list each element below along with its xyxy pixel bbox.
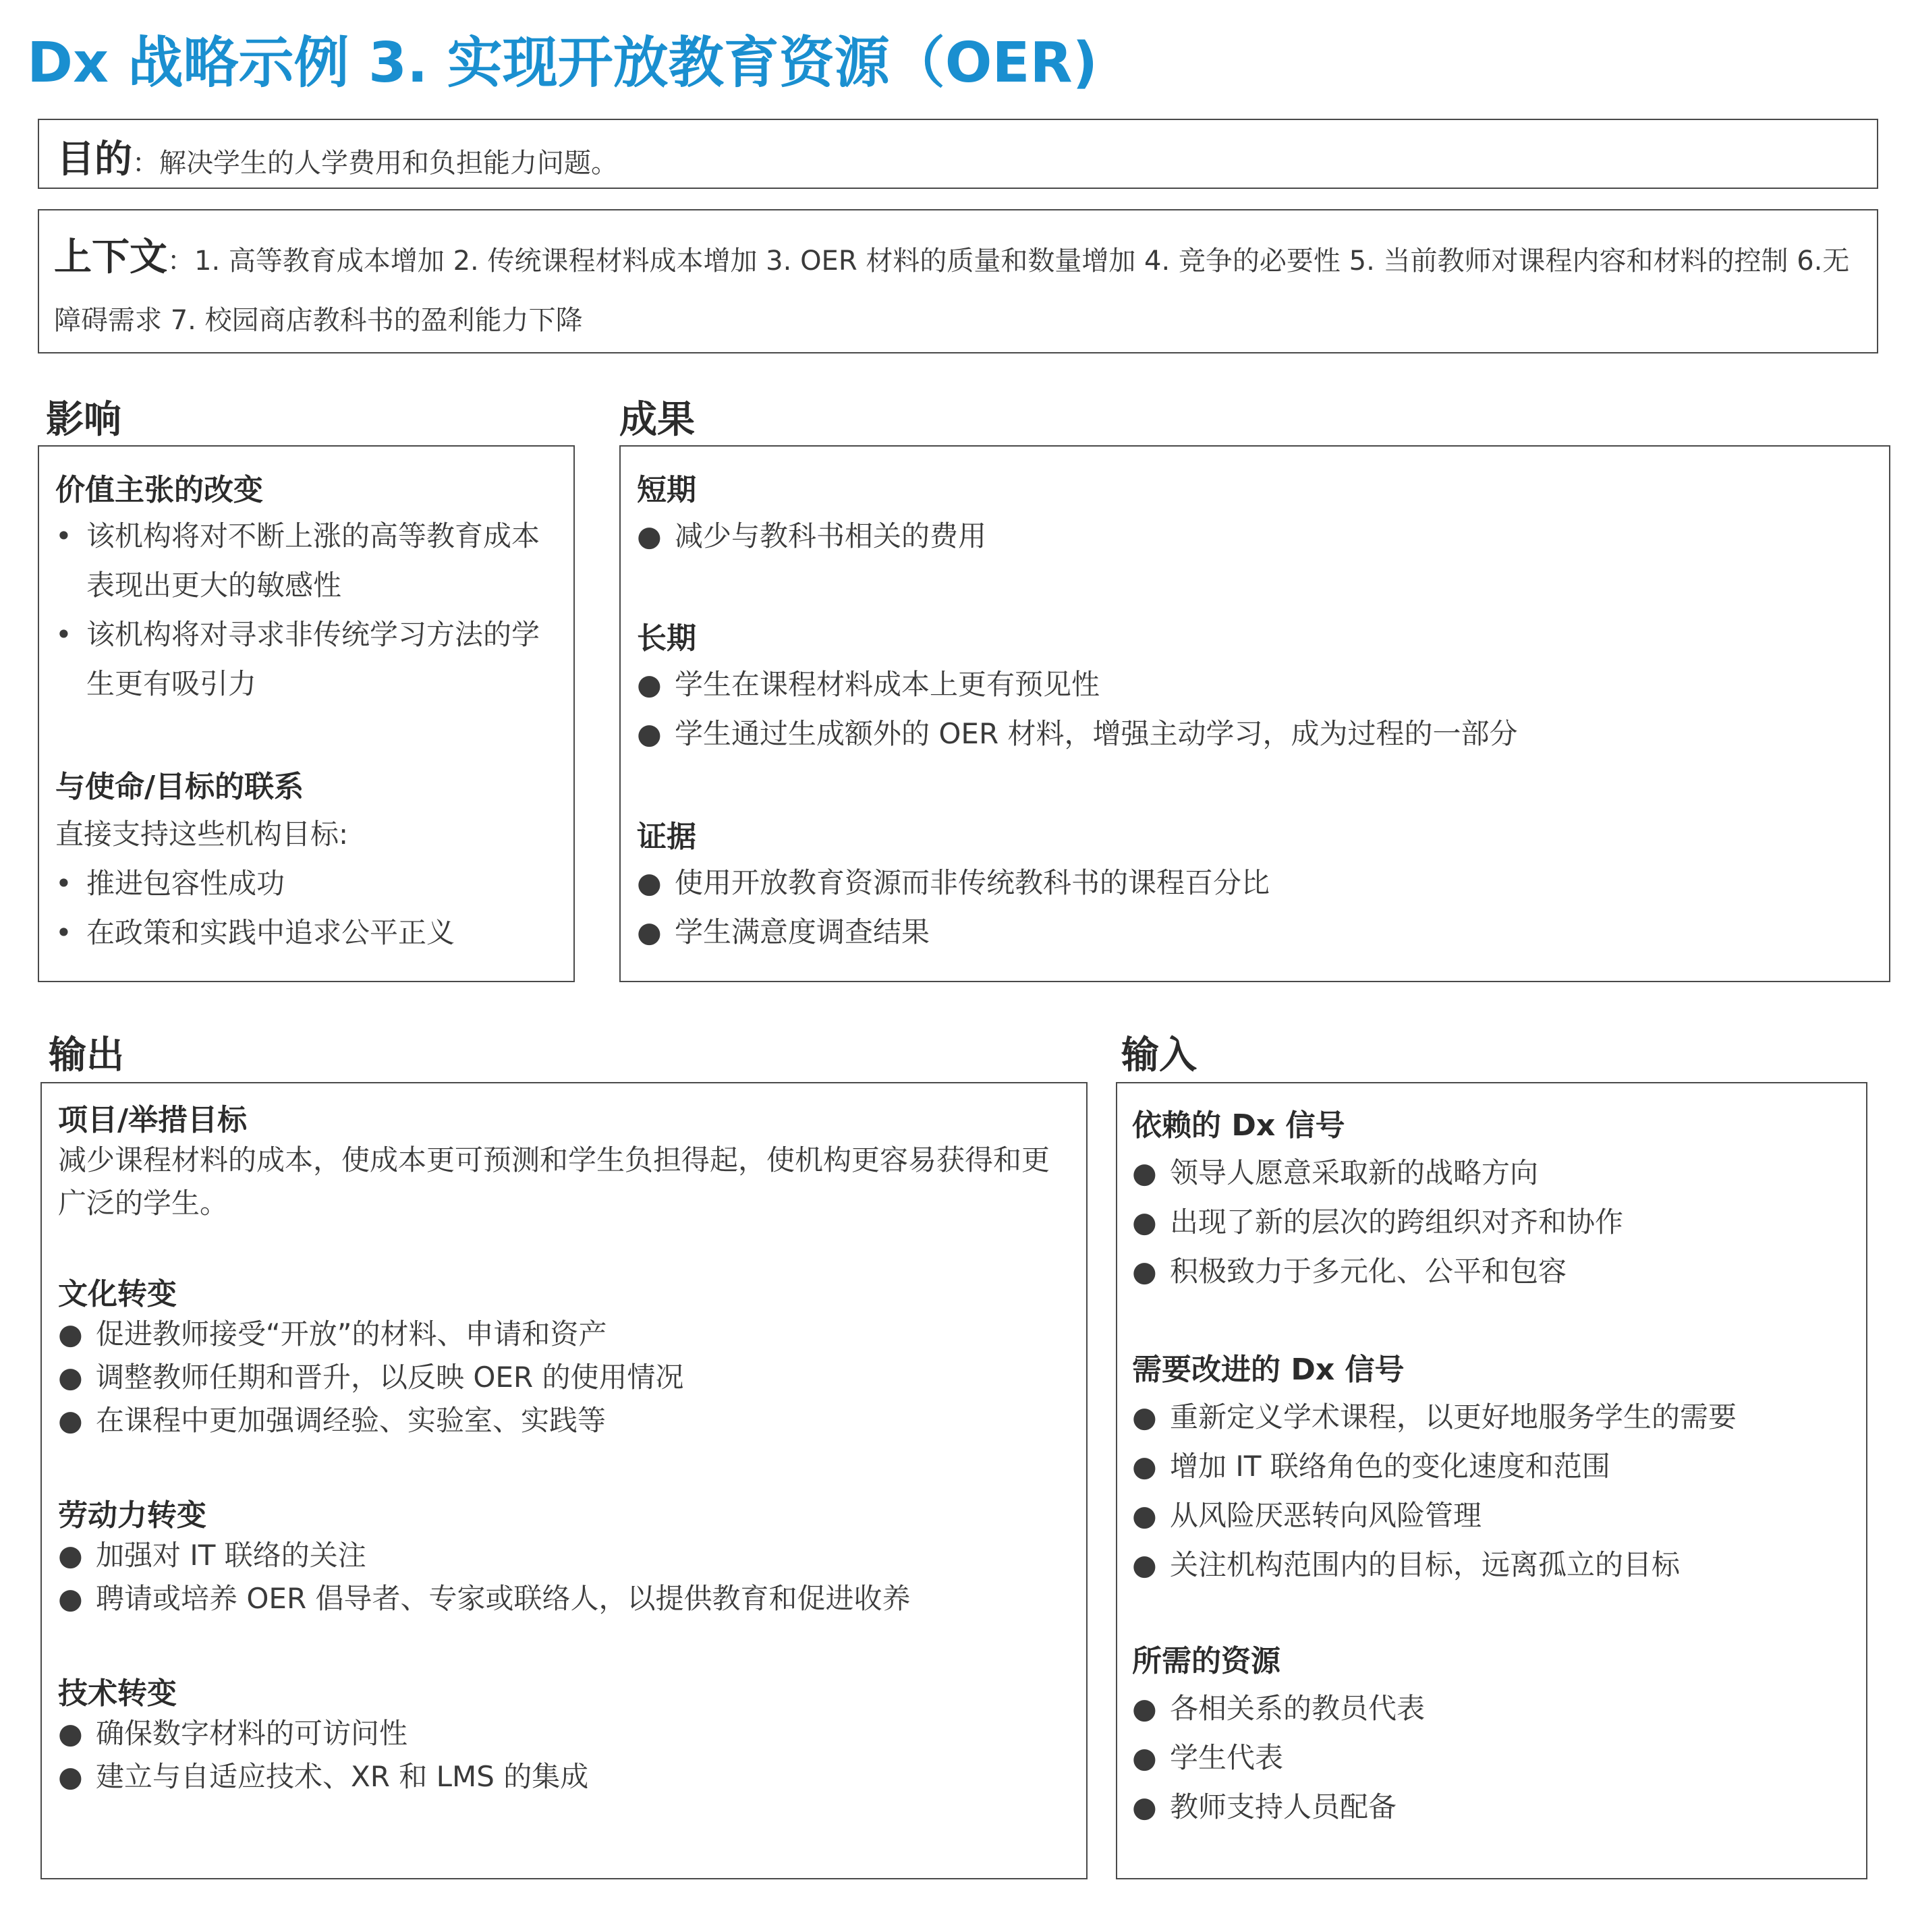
- list-item: [39, 859, 552, 908]
- list-item: [1132, 1442, 1737, 1491]
- purpose-colon: ：: [132, 148, 159, 179]
- list-item: [1132, 1197, 1623, 1247]
- context-text: 1. 高等教育成本增加 2. 传统课程材料成本增加 3. OER 材料的质量和数量增加 4. 竞争的必要性 5. 当前教师对课程内容和材料的控制 6.无障碍需求 7. 校园商店教科书的盈利能力下降: [54, 246, 1850, 336]
- bullet-dot: ●: [1132, 1548, 1157, 1581]
- list-item: [1132, 1247, 1623, 1296]
- resources-title: 所需的资源: [1132, 1644, 1280, 1678]
- list-item: [39, 610, 552, 708]
- page-title: Dx 战略示例 3. 实现开放教育资源（OER): [27, 31, 1098, 95]
- list-item: [637, 858, 1270, 907]
- list-item-text: 减少与教科书相关的费用: [675, 519, 987, 552]
- purpose-box: [38, 119, 1878, 189]
- list-item: [1132, 1782, 1425, 1831]
- list-item-text: 从风险厌恶转向风险管理: [1170, 1499, 1482, 1532]
- inputs-box: [1116, 1082, 1867, 1879]
- list-item-text: 调整教师任期和晋升，以反映 OER 的使用情况: [96, 1361, 684, 1394]
- outputs-heading: 输出: [49, 1033, 124, 1077]
- bullet-dot: ●: [637, 915, 662, 948]
- purpose-label: 目的: [57, 138, 132, 181]
- culture-title: 文化转变: [58, 1277, 177, 1311]
- bullet-dot: ●: [1132, 1692, 1157, 1725]
- bullet-dot: ●: [1132, 1205, 1157, 1239]
- mission-title: 与使命/目标的联系: [55, 770, 304, 804]
- bullet-dot: ●: [1132, 1450, 1157, 1483]
- list-item: [58, 1534, 910, 1577]
- list-item-text: 促进教师接受“开放”的材料、申请和资产: [96, 1317, 607, 1351]
- list-item-text: 在课程中更加强调经验、实验室、实践等: [96, 1404, 607, 1437]
- goal-title: 项目/举措目标: [58, 1103, 248, 1137]
- bullet-dot: ●: [1132, 1400, 1157, 1433]
- value-change-list: [39, 511, 552, 708]
- list-item-text: 学生代表: [1170, 1741, 1284, 1774]
- list-item-text: 加强对 IT 联络的关注: [96, 1539, 366, 1572]
- list-item: [637, 511, 986, 561]
- inputs-heading: 输入: [1121, 1033, 1197, 1077]
- bullet-dot: ●: [58, 1582, 83, 1615]
- bullet-dot: ●: [1132, 1790, 1157, 1823]
- list-item: [58, 1755, 588, 1798]
- list-item-text: 教师支持人员配备: [1170, 1790, 1397, 1823]
- list-item: [1132, 1540, 1737, 1589]
- list-item: [1132, 1733, 1425, 1782]
- list-item: [1132, 1392, 1737, 1442]
- bullet-dot: ●: [1132, 1255, 1157, 1288]
- list-item-text: 领导人愿意采取新的战略方向: [1170, 1156, 1539, 1189]
- bullet-dot: •: [55, 916, 72, 949]
- bullet-dot: ●: [58, 1539, 83, 1572]
- bullet-dot: ●: [1132, 1741, 1157, 1774]
- list-item: [39, 908, 552, 957]
- evidence-list: [637, 858, 1270, 957]
- bullet-dot: ●: [58, 1760, 83, 1793]
- list-item: [637, 709, 1517, 758]
- bullet-dot: ●: [637, 866, 662, 899]
- list-item-text: 学生在课程材料成本上更有预见性: [675, 668, 1100, 701]
- value-change-title: 价值主张的改变: [55, 473, 263, 507]
- bullet-dot: •: [55, 618, 72, 651]
- bullet-dot: ●: [58, 1361, 83, 1394]
- list-item-text: 使用开放教育资源而非传统教科书的课程百分比: [675, 866, 1270, 899]
- bullet-dot: ●: [637, 717, 662, 750]
- goal-text: 减少课程材料的成本，使成本更可预测和学生负担得起，使机构更容易获得和更广泛的学生。: [58, 1143, 1050, 1220]
- list-item: [637, 907, 1270, 957]
- list-item: [58, 1356, 683, 1399]
- improve-title: 需要改进的 Dx 信号: [1132, 1353, 1405, 1387]
- bullet-dot: ●: [58, 1404, 83, 1437]
- culture-list: [58, 1313, 683, 1442]
- improve-list: [1132, 1392, 1737, 1589]
- list-item-text: 该机构将对不断上涨的高等教育成本表现出更大的敏感性: [86, 519, 540, 602]
- list-item: [58, 1577, 910, 1620]
- purpose-text: 解决学生的人学费用和负担能力问题。: [159, 148, 618, 179]
- list-item: [1132, 1491, 1737, 1540]
- outputs-box: [40, 1082, 1088, 1879]
- list-item-text: 积极致力于多元化、公平和包容: [1170, 1255, 1567, 1288]
- list-item-text: 建立与自适应技术、XR 和 LMS 的集成: [96, 1760, 589, 1793]
- outcomes-box: [619, 445, 1890, 982]
- workforce-title: 劳动力转变: [58, 1498, 206, 1533]
- list-item-text: 学生满意度调查结果: [675, 915, 930, 948]
- outcomes-heading: 成果: [619, 398, 695, 442]
- long-term-title: 长期: [637, 621, 696, 656]
- list-item-text: 该机构将对寻求非传统学习方法的学生更有吸引力: [86, 618, 540, 700]
- mission-list: [39, 859, 552, 957]
- bullet-dot: ●: [58, 1317, 83, 1351]
- long-term-list: [637, 660, 1517, 758]
- list-item-text: 聘请或培养 OER 倡导者、专家或联络人，以提供教育和促进收养: [96, 1582, 911, 1615]
- context-label: 上下文: [54, 235, 167, 279]
- bullet-dot: ●: [58, 1717, 83, 1750]
- list-item-text: 在政策和实践中追求公平正义: [86, 916, 455, 949]
- list-item: [58, 1399, 683, 1442]
- bullet-dot: •: [55, 519, 72, 552]
- bullet-dot: ●: [1132, 1499, 1157, 1532]
- list-item-text: 重新定义学术课程，以更好地服务学生的需要: [1170, 1400, 1737, 1433]
- workforce-list: [58, 1534, 910, 1620]
- list-item-text: 各相关系的教员代表: [1170, 1692, 1426, 1725]
- evidence-title: 证据: [637, 820, 696, 854]
- list-item: [58, 1313, 683, 1356]
- bullet-dot: ●: [1132, 1156, 1157, 1189]
- context-box: [38, 209, 1878, 353]
- list-item-text: 推进包容性成功: [86, 867, 285, 900]
- list-item-text: 确保数字材料的可访问性: [96, 1717, 408, 1750]
- bullet-dot: •: [55, 867, 72, 900]
- mission-intro: 直接支持这些机构目标:: [55, 818, 349, 851]
- depend-title: 依赖的 Dx 信号: [1132, 1108, 1345, 1143]
- impact-heading: 影响: [46, 398, 121, 442]
- bullet-dot: ●: [637, 519, 662, 552]
- list-item-text: 关注机构范围内的目标，远离孤立的目标: [1170, 1548, 1681, 1581]
- tech-title: 技术转变: [58, 1676, 177, 1711]
- short-term-list: [637, 511, 986, 561]
- impact-box: [38, 445, 575, 982]
- list-item: [58, 1712, 588, 1755]
- depend-list: [1132, 1148, 1623, 1296]
- list-item: [637, 660, 1517, 709]
- list-item: [39, 511, 552, 610]
- resources-list: [1132, 1684, 1425, 1831]
- purpose-content: [57, 130, 618, 183]
- list-item-text: 增加 IT 联络角色的变化速度和范围: [1170, 1450, 1610, 1483]
- bullet-dot: ●: [637, 668, 662, 701]
- list-item: [1132, 1148, 1623, 1197]
- list-item-text: 出现了新的层次的跨组织对齐和协作: [1170, 1205, 1624, 1239]
- short-term-title: 短期: [637, 473, 696, 507]
- context-content: [54, 231, 1862, 353]
- list-item: [1132, 1684, 1425, 1733]
- tech-list: [58, 1712, 588, 1798]
- context-colon: ：: [167, 246, 194, 277]
- list-item-text: 学生通过生成额外的 OER 材料，增强主动学习，成为过程的一部分: [675, 717, 1518, 750]
